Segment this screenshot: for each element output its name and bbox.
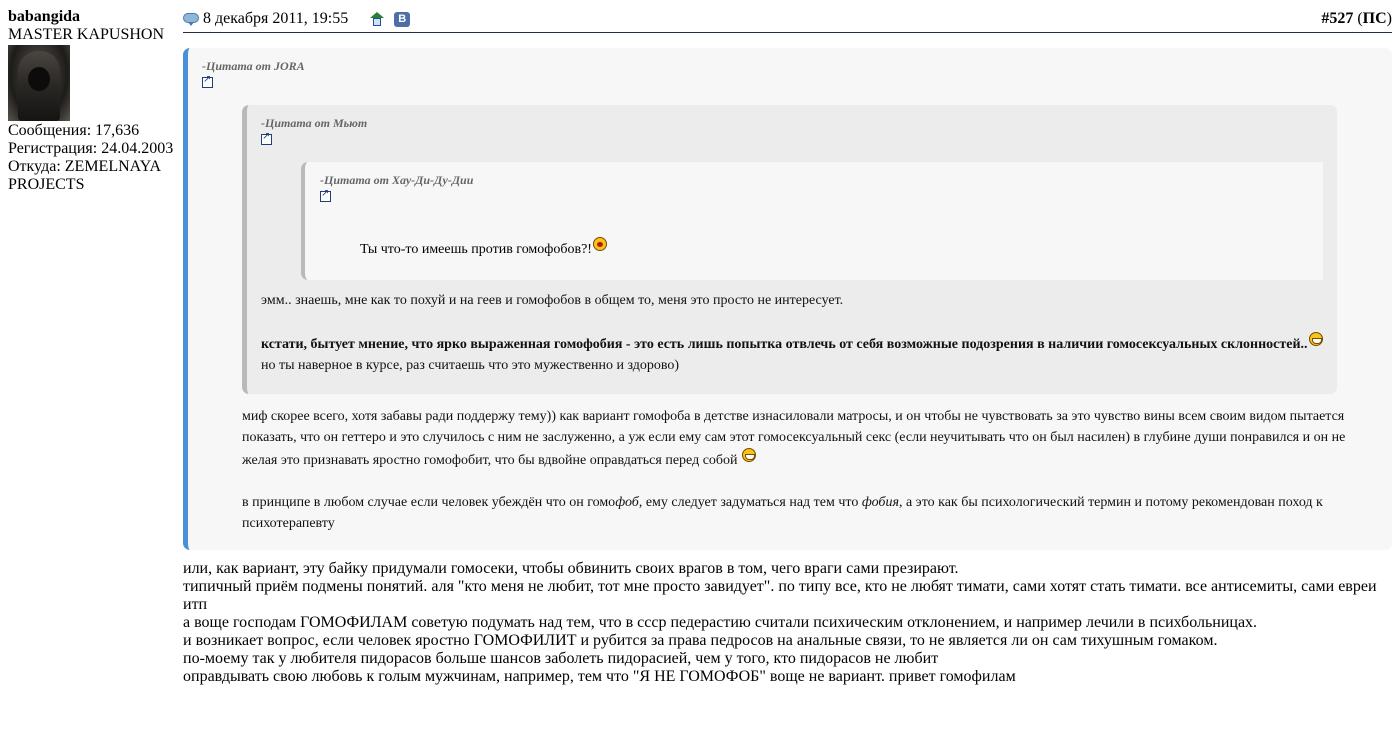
quote-link-icon[interactable] — [202, 77, 213, 88]
quote-1-b1: в принципе в любом случае если человек убеждён что он гомо — [242, 495, 616, 510]
quote-level-1 — [183, 48, 1392, 550]
post-body-line: по-моему так у любителя пидорасов больше шансов заболеть пидорасией, чем у того, кто пидорасов не любит — [183, 650, 939, 667]
quote-author-3: -Цитата от Хау-Ди-Ду-Дии — [320, 173, 474, 187]
post-body-line: или, как вариант, эту байку придумали гомосеки, чтобы обвинить своих врагов в том, чего враги сами презирают. — [183, 560, 959, 577]
home-icon[interactable] — [370, 12, 384, 26]
post-date: 8 декабря 2011, 19:55 — [203, 10, 349, 27]
user-registration: Регистрация: 24.04.2003 — [8, 140, 174, 157]
post-body-line: типичный приём подмены понятий. аля "кто меня не любит, тот мне просто завидует". по типу все, кто не любят тимати, сами хотят стать тимати. все антисемиты, сами евреи итп — [183, 578, 1377, 613]
quote-link-icon[interactable] — [320, 191, 331, 202]
quote-3-text-content: Ты что-то имеешь против гомофобов?! — [360, 242, 592, 257]
quote-author-1: -Цитата от JORA — [202, 59, 305, 73]
quote-2-paragraph: эмм.. знаешь, мне как то похуй и на геев и гомофобов в общем то, меня это просто не интересует. — [261, 293, 844, 308]
post-body-line: а воще господам ГОМОФИЛАМ советую подумать над тем, что в ссср педерастию считали психическим отклонением, и например лечили в психбольницах. — [183, 614, 1258, 631]
quote-3-text — [360, 237, 1309, 260]
quote-1-paragraph-a: миф скорее всего, хотя забавы ради поддержу тему)) как вариант гомофоба в детстве изнасиловали матросы, и он чтобы не чувствовать за это чувство вины всем своим видом пытается показать, что он геттеро и это случилось с ним не заслуженно, а уж если ему сам этот гомосексуальный секс (если неучитывать что он был насилен) в глубине души понравился и он не желая это признавать яростно гомофобит, что бы вдвойне оправдаться перед собой — [242, 409, 1346, 468]
ps-open: ( — [1357, 10, 1363, 27]
grin-smiley-icon — [742, 448, 756, 462]
quote-2-bold-text: кстати, бытует мнение, что ярко выраженная гомофобия - это есть лишь попытка отвлечь от себя возможные подозрения в наличии гомосексуальных склонностей.. — [261, 337, 1308, 352]
post-body — [183, 560, 1392, 686]
username[interactable]: babangida — [8, 8, 81, 25]
post — [183, 8, 1392, 686]
user-info — [8, 8, 178, 194]
ps-link[interactable]: ПС — [1362, 10, 1387, 27]
post-meta — [183, 9, 410, 29]
quote-1-paragraph — [242, 406, 1378, 471]
post-number-link[interactable]: #527 — [1321, 10, 1354, 27]
grin-smiley-icon — [1309, 332, 1323, 346]
quote-1-paragraph — [242, 492, 1378, 534]
avatar[interactable] — [8, 45, 70, 121]
shocked-smiley-icon — [593, 237, 607, 251]
quote-link-icon[interactable] — [261, 134, 272, 145]
quote-1-b5: , а это как бы психологический термин и потому рекомендован поход к психотерапевту — [242, 495, 1323, 531]
quote-2-paragraph: но ты наверное в курсе, раз считаешь что это мужественно и здорово) — [261, 358, 680, 373]
vk-icon[interactable]: В — [394, 12, 410, 27]
quote-1-b2: фоб — [615, 495, 639, 510]
post-header — [183, 8, 1392, 33]
avatar-face-shape — [28, 67, 50, 91]
quote-1-text — [242, 406, 1378, 534]
quote-author-2: -Цитата от Мьют — [261, 116, 368, 130]
user-location: Откуда: ZEMELNAYA PROJECTS — [8, 158, 161, 193]
post-body-line: оправдывать свою любовь к голым мужчинам, например, тем что "Я НЕ ГОМОФОБ" воще не вариант. привет гомофилам — [183, 668, 1016, 685]
quote-level-3 — [301, 162, 1323, 280]
quote-1-b4: фобия — [861, 495, 899, 510]
post-number-area — [1321, 9, 1392, 29]
ps-close: ) — [1386, 10, 1392, 27]
user-title: MASTER KAPUSHON — [8, 26, 165, 43]
post-body-line: и возникает вопрос, если человек яростно ГОМОФИЛИТ и рубится за права педросов на анальные связи, то не является ли он сам тихушным гомаком. — [183, 632, 1218, 649]
user-messages: Сообщения: 17,636 — [8, 122, 140, 139]
message-icon — [183, 13, 198, 25]
quote-1-b3: , ему следует задуматься над тем что — [638, 495, 862, 510]
quote-2-text — [261, 290, 1323, 376]
quote-2-bold-line — [261, 332, 1323, 355]
quote-level-2 — [242, 105, 1337, 394]
